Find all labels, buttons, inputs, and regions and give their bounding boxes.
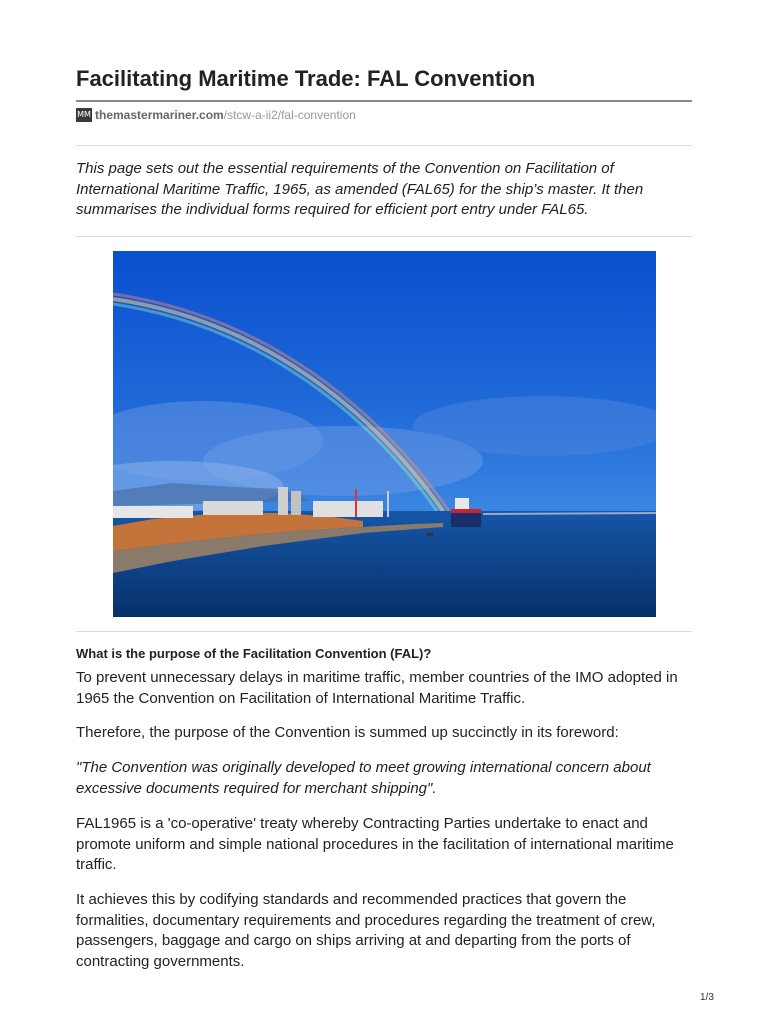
paragraph-3: FAL1965 is a 'co-operative' treaty whereby Contracting Parties undertake to enact and promote uniform and simple national procedures in the facilitation of international maritime traffic. xyxy=(76,815,674,873)
article-photo xyxy=(113,251,656,617)
page-number: 1/3 xyxy=(700,992,714,1003)
divider-top xyxy=(76,145,692,146)
source-domain-link[interactable]: themastermariner.com xyxy=(95,108,224,122)
ship-hull xyxy=(451,513,481,527)
title-underline xyxy=(76,100,692,102)
site-favicon-icon: MM xyxy=(76,108,92,122)
ship-stripe xyxy=(451,509,481,513)
source-path: /stcw-a-ii2/fal-convention xyxy=(223,108,356,122)
paragraph-4: It achieves this by codifying standards and recommended practices that govern the formalities, documentary requirements and procedures regarding the treatment of crew, passengers, baggage and cargo on ships arriving at and departing from the ports of contracting governments. xyxy=(76,891,656,970)
intro-paragraph: This page sets out the essential requirements of the Convention on Facilitation of International Maritime Traffic, 1965, as amended (FAL65) for the ship’s master. It then summarises the individual forms required for efficient port entry under FAL65. xyxy=(76,160,644,218)
paragraph-1: To prevent unnecessary delays in maritime traffic, member countries of the IMO adopted in 1965 the Convention on Facilitation of International Maritime Traffic. xyxy=(76,669,678,707)
divider-intro xyxy=(76,236,692,237)
building xyxy=(313,501,383,517)
breakwater xyxy=(483,513,656,514)
building xyxy=(203,501,263,515)
source-line xyxy=(76,106,356,124)
silo xyxy=(278,487,288,515)
tug xyxy=(427,533,433,536)
foreword-quote: "The Convention was originally developed to meet growing international concern about excessive documents required for merchant shipping". xyxy=(76,759,651,797)
divider-image xyxy=(76,631,692,632)
paragraph-2: Therefore, the purpose of the Convention is summed up succinctly in its foreword: xyxy=(76,724,619,741)
page-title: Facilitating Maritime Trade: FAL Convention xyxy=(76,66,536,91)
silo xyxy=(291,491,301,515)
building xyxy=(113,506,193,518)
section-heading: What is the purpose of the Facilitation Convention (FAL)? xyxy=(76,646,432,661)
